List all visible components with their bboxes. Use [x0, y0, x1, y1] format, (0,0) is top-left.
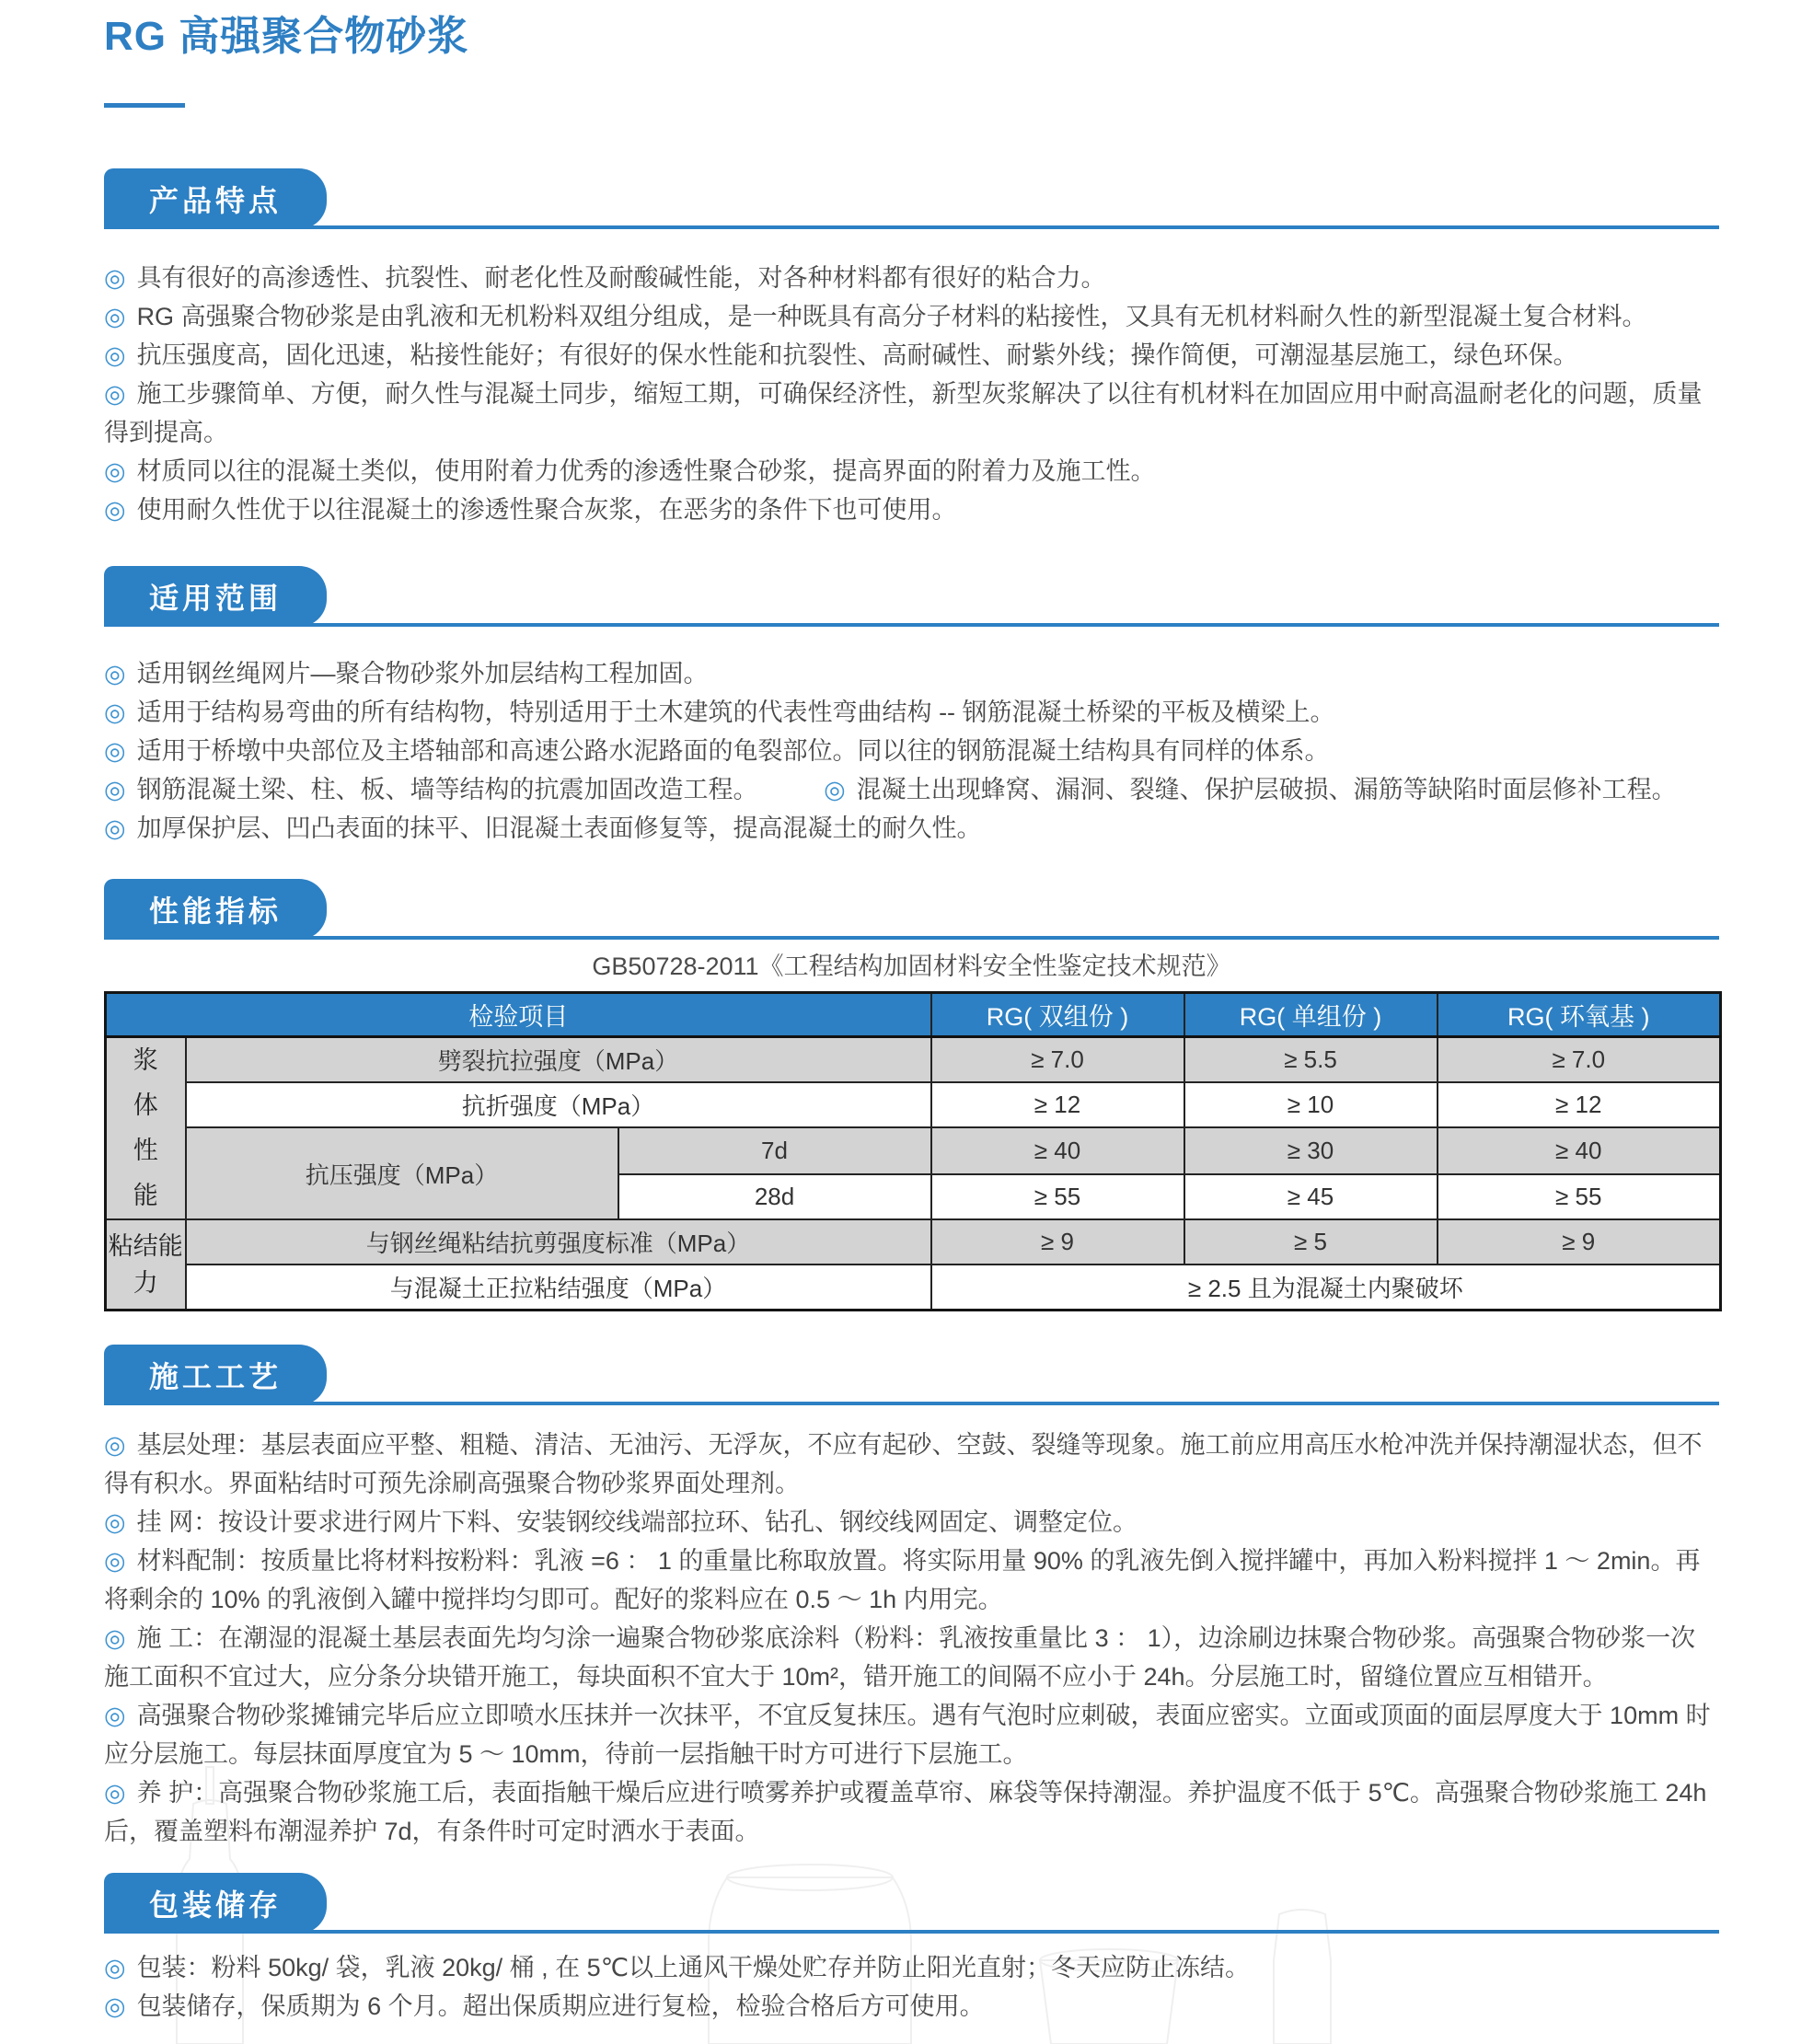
cell-value: ≥ 5.5: [1184, 1037, 1438, 1083]
cell-value: ≥ 45: [1184, 1174, 1438, 1219]
group-label-slurry-properties: 浆体性能: [106, 1037, 186, 1220]
list-item-text: 养 护：高强聚合物砂浆施工后，表面指触干燥后应进行喷雾养护或覆盖草帘、麻袋等保持潮湿。养护温度不低于 5℃。高强聚合物砂浆施工 24h 后，覆盖塑料布潮湿养护 7d，有条件时可定时洒水于表面。: [104, 1779, 1707, 1845]
packaging-list: [104, 1948, 1719, 2026]
bullet-icon: ◎: [104, 341, 126, 369]
list-item-text: 适用于桥墩中央部位及主塔轴部和高速公路水泥路面的龟裂部位。同以往的钢筋混凝土结构具有同样的体系。: [136, 737, 1330, 765]
cell-value: ≥ 9: [1438, 1219, 1721, 1265]
list-item: [104, 336, 1719, 375]
list-item: [104, 1773, 1719, 1851]
cell-value: ≥ 40: [1438, 1127, 1721, 1174]
header-cell-rg-epoxy: RG( 环氧基 ): [1438, 993, 1721, 1037]
table-row: [106, 1082, 1721, 1127]
section-header-performance: [104, 879, 1719, 940]
group-label-bonding-capacity: 粘结能力: [106, 1219, 186, 1311]
bullet-icon: ◎: [104, 264, 126, 292]
bullet-icon: ◎: [104, 776, 126, 803]
bullet-icon: ◎: [104, 1624, 126, 1652]
list-item: [104, 1426, 1719, 1503]
cell-test-name: 劈裂抗拉强度（MPa）: [186, 1037, 931, 1083]
cell-value: ≥ 5: [1184, 1219, 1438, 1265]
cell-test-name: 抗折强度（MPa）: [186, 1082, 931, 1127]
list-item: [104, 452, 1719, 491]
section-header-scope: [104, 566, 1719, 627]
list-item-text: 挂 网：按设计要求进行网片下料、安装钢绞线端部拉环、钻孔、钢绞线网固定、调整定位。: [136, 1508, 1138, 1536]
list-item: [104, 1619, 1719, 1696]
table-row: [106, 1219, 1721, 1265]
cell-value: ≥ 12: [931, 1082, 1184, 1127]
bullet-icon: ◎: [104, 457, 126, 485]
list-item: [104, 1503, 1719, 1542]
section-header-packaging: [104, 1873, 1719, 1934]
cell-value: ≥ 40: [931, 1127, 1184, 1174]
list-item-pair: [104, 770, 1719, 809]
bullet-icon: ◎: [104, 699, 126, 726]
list-item-text: 适用钢丝绳网片—聚合物砂浆外加层结构工程加固。: [136, 660, 709, 687]
list-item: [104, 809, 1719, 848]
list-item-text: 材料配制：按质量比将材料按粉料：乳液 =6 ： 1 的重量比称取放置。将实际用量 90% 的乳液先倒入搅拌罐中，再加入粉料搅拌 1 ～ 2min。再将剩余的 10% 的乳液倒入罐中搅拌均匀即可。配好的浆料应在 0.5 ～ 1h 内用完。: [104, 1547, 1701, 1613]
cell-value: ≥ 9: [931, 1219, 1184, 1265]
section-header-features: [104, 168, 1719, 229]
cell-value: ≥ 12: [1438, 1082, 1721, 1127]
bullet-icon: ◎: [104, 1954, 126, 1981]
list-item: [104, 1696, 1719, 1773]
table-row: [106, 1265, 1721, 1311]
list-item: [104, 1987, 1719, 2026]
list-item-text: 抗压强度高，固化迅速，粘接性能好；有很好的保水性能和抗裂性、高耐碱性、耐紫外线；操作简便，可潮湿基层施工，绿色环保。: [136, 341, 1578, 369]
list-item-text: 加厚保护层、凹凸表面的抹平、旧混凝土表面修复等，提高混凝土的耐久性。: [136, 814, 982, 842]
page-content: [104, 0, 1719, 2026]
bullet-icon: ◎: [824, 776, 846, 803]
list-item-text: 使用耐久性优于以往混凝土的渗透性聚合灰浆，在恶劣的条件下也可使用。: [136, 496, 957, 524]
cell-test-name-compressive: 抗压强度（MPa）: [186, 1127, 618, 1219]
list-item: [104, 297, 1719, 336]
list-item-text: RG 高强聚合物砂浆是由乳液和无机粉料双组分组成，是一种既具有高分子材料的粘接性，又具有无机材料耐久性的新型混凝土复合材料。: [136, 303, 1647, 330]
header-cell-rg-one-part: RG( 单组份 ): [1184, 993, 1438, 1037]
process-list: [104, 1426, 1719, 1851]
cell-value: ≥ 10: [1184, 1082, 1438, 1127]
list-item: [104, 693, 1719, 732]
cell-test-name: 与钢丝绳粘结抗剪强度标准（MPa）: [186, 1219, 931, 1265]
cell-value: ≥ 55: [1438, 1174, 1721, 1219]
cell-value: ≥ 55: [931, 1174, 1184, 1219]
cell-value: ≥ 7.0: [931, 1037, 1184, 1083]
table-header-row: [106, 993, 1721, 1037]
bullet-icon: ◎: [104, 303, 126, 330]
list-item-text: 适用于结构易弯曲的所有结构物，特别适用于土木建筑的代表性弯曲结构 -- 钢筋混凝土桥梁的平板及横梁上。: [136, 699, 1335, 726]
list-item: [104, 654, 1719, 693]
cell-value-merged: ≥ 2.5 且为混凝土内聚破坏: [931, 1265, 1721, 1311]
section-badge-features: 产品特点: [104, 168, 327, 229]
bullet-icon: ◎: [104, 1702, 126, 1729]
section-badge-scope: 适用范围: [104, 566, 327, 627]
list-item: [104, 1542, 1719, 1619]
list-item-text: 基层处理：基层表面应平整、粗糙、清洁、无油污、无浮灰，不应有起砂、空鼓、裂缝等现象。施工前应用高压水枪冲洗并保持潮湿状态，但不得有积水。界面粘结时可预先涂刷高强聚合物砂浆界面处理剂。: [104, 1431, 1703, 1497]
header-cell-rg-two-part: RG( 双组份 ): [931, 993, 1184, 1037]
section-badge-performance: 性能指标: [104, 879, 327, 940]
scope-list: [104, 654, 1719, 848]
page-title: RG 高强聚合物砂浆: [104, 14, 469, 59]
features-list: [104, 259, 1719, 529]
table-row: [106, 1037, 1721, 1083]
list-item: [104, 375, 1719, 452]
list-item: [104, 491, 1719, 529]
bullet-icon: ◎: [104, 1779, 126, 1807]
section-badge-packaging: 包装储存: [104, 1873, 327, 1934]
cell-value: ≥ 30: [1184, 1127, 1438, 1174]
list-item-text: 高强聚合物砂浆摊铺完毕后应立即喷水压抹并一次抹平，不宜反复抹压。遇有气泡时应刺破，表面应密实。立面或顶面的面层厚度大于 10mm 时应分层施工。每层抹面厚度宜为 5 ～ 10mm，待前一层指触干时方可进行下层施工。: [104, 1702, 1711, 1768]
standard-reference: GB50728-2011《工程结构加固材料安全性鉴定技术规范》: [592, 953, 1231, 980]
list-item-text: 包装：粉料 50kg/ 袋，乳液 20kg/ 桶 , 在 5℃以上通风干燥处贮存并防止阳光直射；冬天应防止冻结。: [136, 1954, 1251, 1981]
performance-table: [104, 991, 1722, 1311]
list-item-text: 包装储存，保质期为 6 个月。超出保质期应进行复检，检验合格后方可使用。: [136, 1992, 985, 2020]
header-cell-test-item: 检验项目: [106, 993, 931, 1037]
section-header-process: [104, 1345, 1719, 1405]
bullet-icon: ◎: [104, 814, 126, 842]
bullet-icon: ◎: [104, 1992, 126, 2020]
bullet-icon: ◎: [104, 660, 126, 687]
list-item-text: 钢筋混凝土梁、柱、板、墙等结构的抗震加固改造工程。: [136, 776, 758, 803]
list-item-text: 混凝土出现蜂窝、漏洞、裂缝、保护层破损、漏筋等缺陷时面层修补工程。: [856, 776, 1677, 803]
cell-value: ≥ 7.0: [1438, 1037, 1721, 1083]
list-item: [104, 259, 1719, 297]
list-item-text: 材质同以往的混凝土类似，使用附着力优秀的渗透性聚合砂浆，提高界面的附着力及施工性。: [136, 457, 1156, 485]
list-item-text: 施工步骤简单、方便，耐久性与混凝土同步，缩短工期，可确保经济性，新型灰浆解决了以往有机材料在加固应用中耐高温耐老化的问题，质量得到提高。: [104, 380, 1703, 446]
list-item-text: 施 工：在潮湿的混凝土基层表面先均匀涂一遍聚合物砂浆底涂料（粉料：乳液按重量比 3 ： 1），边涂刷边抹聚合物砂浆。高强聚合物砂浆一次施工面积不宜过大，应分条分块错开施工，每块面积不宜大于 10m²，错开施工的间隔不应小于 24h。分层施工时，留缝位置应互相错开。: [104, 1624, 1696, 1691]
cell-test-name: 与混凝土正拉粘结强度（MPa）: [186, 1265, 931, 1311]
bullet-icon: ◎: [104, 496, 126, 524]
list-item: [104, 732, 1719, 770]
table-row: [106, 1127, 1721, 1174]
bullet-icon: ◎: [104, 1508, 126, 1536]
list-item-text: 具有很好的高渗透性、抗裂性、耐老化性及耐酸碱性能，对各种材料都有很好的粘合力。: [136, 264, 1106, 292]
bullet-icon: ◎: [104, 1431, 126, 1459]
list-item: [104, 1948, 1719, 1987]
title-underline: [104, 103, 185, 108]
cell-age-7d: 7d: [618, 1127, 931, 1174]
section-badge-process: 施工工艺: [104, 1345, 327, 1405]
bullet-icon: ◎: [104, 1547, 126, 1575]
bullet-icon: ◎: [104, 380, 126, 408]
bullet-icon: ◎: [104, 737, 126, 765]
cell-age-28d: 28d: [618, 1174, 931, 1219]
